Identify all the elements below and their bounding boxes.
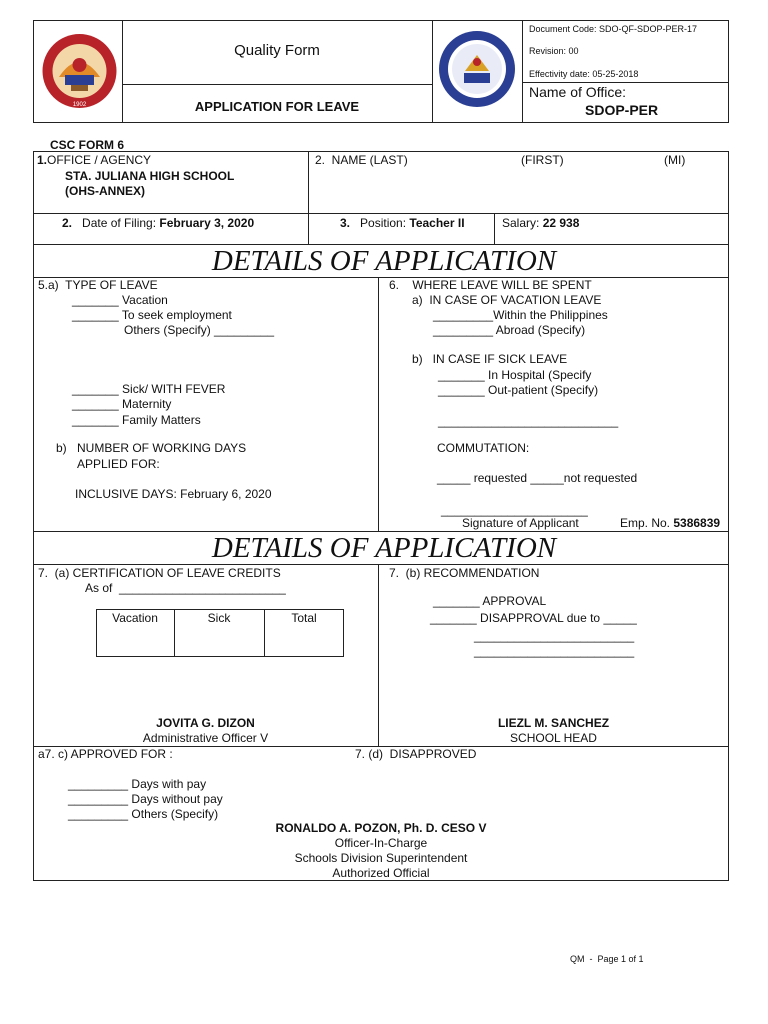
working-days-label-b: b) bbox=[56, 441, 67, 455]
within-philippines: _________Within the Philippines bbox=[433, 308, 608, 322]
office-name-value: SDOP-PER bbox=[585, 102, 659, 118]
revision: Revision: 00 bbox=[529, 46, 579, 56]
where-spent-heading: 6. WHERE LEAVE WILL BE SPENT bbox=[389, 278, 592, 292]
recommendation-disapproval: _______ DISAPPROVAL due to _____ bbox=[430, 611, 637, 625]
position: 3. Position: Teacher II bbox=[340, 216, 465, 230]
official-title-1: Officer-In-Charge bbox=[334, 836, 428, 850]
working-days-line-1: NUMBER OF WORKING DAYS bbox=[77, 441, 247, 455]
date-of-filing: 2. Date of Filing: February 3, 2020 bbox=[62, 216, 255, 230]
school-head-name: LIEZL M. SANCHEZ bbox=[497, 716, 610, 730]
office-agency-line-1: STA. JULIANA HIGH SCHOOL bbox=[65, 169, 235, 183]
others-specify: _________ Others (Specify) bbox=[68, 807, 219, 821]
official-title-2: Schools Division Superintendent bbox=[294, 851, 468, 865]
name-first-label: (FIRST) bbox=[521, 153, 564, 167]
authorized-official-name: RONALDO A. POZON, Ph. D. CESO V bbox=[275, 821, 487, 835]
type-of-leave-heading: 5.a) TYPE OF LEAVE bbox=[38, 278, 158, 292]
disapproval-reason-line-1: ________________________ bbox=[474, 629, 635, 643]
official-title-3: Authorized Official bbox=[332, 866, 430, 880]
leave-others: Others (Specify) _________ bbox=[124, 323, 275, 337]
salary: Salary: 22 938 bbox=[502, 216, 580, 230]
abroad: _________ Abroad (Specify) bbox=[433, 323, 586, 337]
working-days-line-2: APPLIED FOR: bbox=[77, 457, 160, 471]
days-with-pay: _________ Days with pay bbox=[68, 777, 207, 791]
certification-as-of: As of _________________________ bbox=[85, 581, 286, 595]
division-seal-logo bbox=[41, 27, 118, 115]
details-title-1: DETAILS OF APPLICATION bbox=[211, 245, 557, 277]
commutation-label: COMMUTATION: bbox=[437, 441, 530, 455]
employee-number: Emp. No. 5386839 bbox=[620, 516, 721, 530]
days-without-pay: _________ Days without pay bbox=[68, 792, 223, 806]
specify-blank-line: ___________________________ bbox=[438, 414, 619, 428]
recommendation-approval: _______ APPROVAL bbox=[433, 594, 547, 608]
certification-heading: 7. (a) CERTIFICATION OF LEAVE CREDITS bbox=[38, 566, 281, 580]
out-patient: _______ Out-patient (Specify) bbox=[438, 383, 599, 397]
recommendation-heading: 7. (b) RECOMMENDATION bbox=[389, 566, 540, 580]
deped-seal-logo bbox=[437, 29, 517, 109]
commutation-options: _____ requested _____not requested bbox=[437, 471, 638, 485]
office-agency-label: 1.OFFICE / AGENCY bbox=[37, 153, 152, 167]
form-title: APPLICATION FOR LEAVE bbox=[194, 99, 360, 114]
leave-vacation: _______ Vacation bbox=[72, 293, 168, 307]
credits-col-sick: Sick bbox=[207, 611, 231, 625]
effectivity-date: Effectivity date: 05-25-2018 bbox=[529, 69, 639, 79]
document-code: Document Code: SDO-QF-SDOP-PER-17 bbox=[529, 24, 698, 34]
disapproved-heading: 7. (d) DISAPPROVED bbox=[355, 747, 477, 761]
details-title-2: DETAILS OF APPLICATION bbox=[211, 532, 557, 564]
office-agency-line-2: (OHS-ANNEX) bbox=[65, 184, 145, 198]
leave-maternity: _______ Maternity bbox=[72, 397, 172, 411]
certifying-officer-title: Administrative Officer V bbox=[142, 731, 269, 745]
svg-text:1902: 1902 bbox=[72, 102, 87, 108]
vacation-case-label: a) IN CASE OF VACATION LEAVE bbox=[412, 293, 602, 307]
approved-for-heading: a7. c) APPROVED FOR : bbox=[38, 747, 173, 761]
page-number: QM - Page 1 of 1 bbox=[570, 954, 644, 964]
in-hospital: _______ In Hospital (Specify bbox=[438, 368, 592, 382]
credits-col-vacation: Vacation bbox=[112, 611, 158, 625]
school-head-title: SCHOOL HEAD bbox=[510, 731, 597, 745]
office-name-label: Name of Office: bbox=[529, 84, 627, 100]
signature-line: ______________________ bbox=[441, 503, 588, 517]
name-last-label: 2. NAME (LAST) bbox=[315, 153, 408, 167]
disapproval-reason-line-2: ________________________ bbox=[474, 644, 635, 658]
quality-form-label: Quality Form bbox=[234, 42, 320, 59]
form-number: CSC FORM 6 bbox=[50, 138, 125, 152]
inclusive-days: INCLUSIVE DAYS: February 6, 2020 bbox=[75, 487, 272, 501]
leave-family-matters: _______ Family Matters bbox=[72, 413, 201, 427]
leave-seek-employment: _______ To seek employment bbox=[72, 308, 232, 322]
name-mi-label: (MI) bbox=[664, 153, 686, 167]
signature-of-applicant-label: Signature of Applicant bbox=[462, 516, 579, 530]
certifying-officer-name: JOVITA G. DIZON bbox=[156, 716, 255, 730]
credits-col-total: Total bbox=[291, 611, 317, 625]
sick-case-label: b) IN CASE IF SICK LEAVE bbox=[412, 352, 568, 366]
leave-sick: _______ Sick/ WITH FEVER bbox=[72, 382, 226, 396]
